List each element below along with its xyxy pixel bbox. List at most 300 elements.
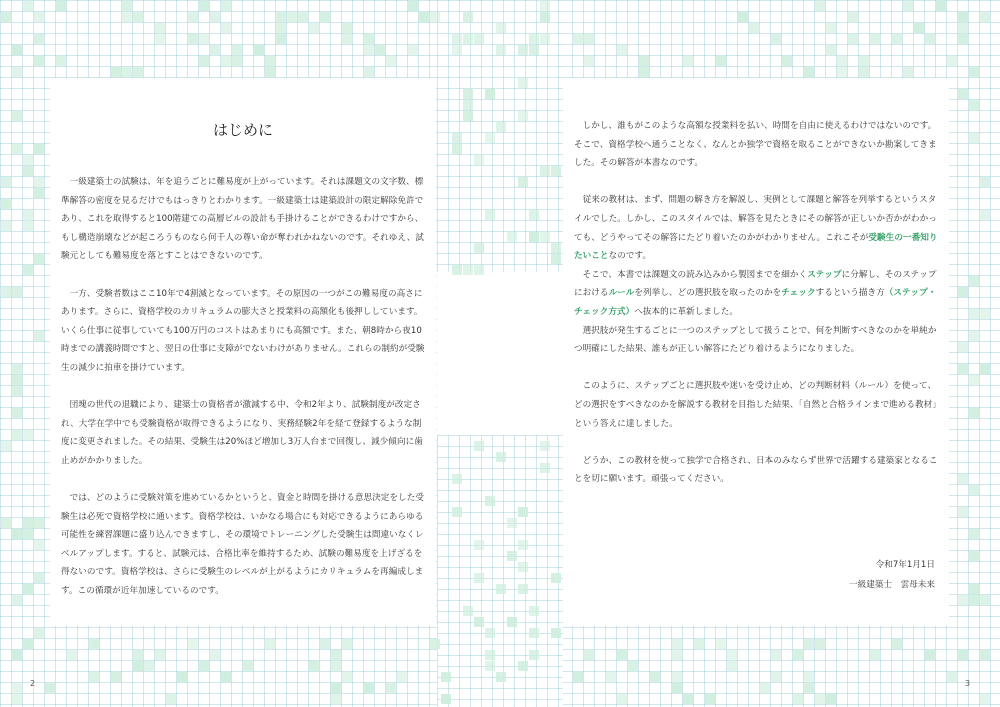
grid-block [628, 661, 638, 671]
grid-block [12, 287, 22, 297]
grid-block [199, 56, 209, 66]
grid-block [386, 56, 396, 66]
grid-block [540, 1, 550, 11]
text-run: そこで、本書では課題文の読み込みから製図までを細かく [582, 269, 808, 280]
grid-block [507, 617, 517, 627]
grid-block [199, 34, 209, 44]
text-run: を列挙し、どの選択肢を取ったのかを [634, 288, 782, 299]
grid-block [133, 12, 143, 22]
grid-block [969, 529, 979, 539]
grid-block [980, 210, 990, 220]
grid-block [859, 67, 869, 77]
grid-block [529, 606, 539, 616]
grid-block [364, 67, 374, 77]
paragraph: 選択肢が発生するごとに一つのステップとして扱うことで、何を判断すべきなのかを単純かつ明確にした結果、誰もが正しい解答にたどり着けるようになりました。 [574, 325, 937, 355]
grid-block [947, 56, 957, 66]
grid-block [518, 507, 528, 517]
grid-block [232, 56, 242, 66]
grid-block [221, 23, 231, 33]
grid-block [34, 177, 44, 187]
grid-block [155, 23, 165, 33]
grid-block [342, 23, 352, 33]
grid-block [122, 67, 132, 77]
page-number-right: 3 [965, 679, 971, 688]
grid-block [507, 232, 517, 242]
grid-block [727, 661, 737, 671]
grid-block [815, 694, 825, 704]
paragraph [574, 266, 938, 322]
grid-block [969, 551, 979, 561]
grid-block [518, 661, 528, 671]
grid-block [958, 474, 968, 484]
grid-block [980, 12, 990, 22]
grid-block [672, 683, 682, 693]
grid-block [485, 650, 495, 660]
grid-block [958, 595, 968, 605]
grid-block [1, 441, 11, 451]
grid-block [958, 34, 968, 44]
paragraph: どうか、この教材を使って独学で合格され、日本のみならず世界で活躍する建築家となることを切に願います。頑張ってください。 [574, 455, 938, 485]
grid-block [584, 34, 594, 44]
grid-block [155, 650, 165, 660]
grid-block [276, 34, 286, 44]
grid-block [672, 650, 682, 660]
grid-block [848, 12, 858, 22]
grid-block [969, 584, 979, 594]
grid-block [474, 540, 484, 550]
grid-block [298, 12, 308, 22]
grid-block [529, 650, 539, 660]
grid-block [419, 12, 429, 22]
grid-block [188, 34, 198, 44]
grid-block [23, 518, 33, 528]
grid-block [12, 45, 22, 55]
highlight-text: チェック [781, 288, 816, 299]
grid-block [232, 45, 242, 55]
grid-block [210, 650, 220, 660]
grid-block [485, 89, 495, 99]
text-run: なのです。 [608, 251, 652, 262]
paragraph: では、どのように受験対策を進めているかというと、資金と時間を掛ける意思決定をした受験生は必死で資格学校に通います。資格学校は、いかなる場合にも対応できるようにあらゆる可能性を練習課題に盛り込んできますし、その環境でトレーニングした受験生は間違いなくレベルアップします。すると、試験元は、合格比率を維持するため、試験の難易度を上げざるを得ないのです。資格学校は、さらに受験生のレベルが上がるようにカリキュラムを再編成します。この循環が近年加速しているのです。 [61, 493, 424, 597]
grid-block [34, 628, 44, 638]
grid-block [980, 309, 990, 319]
grid-block [903, 67, 913, 77]
grid-block [496, 45, 506, 55]
grid-block [540, 12, 550, 22]
grid-block [452, 133, 462, 143]
grid-block [760, 683, 770, 693]
grid-block [364, 683, 374, 693]
grid-block [111, 672, 121, 682]
text-run: 従来の教材は、まず、問題の解き方を解説し、実例として課題と解答を列挙するというスタイルでした。しかし、このスタイルでは、解答を見たときにその解答が正しいか否かがわかっても、どうやってその解答にたどり着いたのかがわかりません。これこそが [574, 195, 937, 243]
grid-block [265, 639, 275, 649]
grid-block [1, 177, 11, 187]
grid-block [705, 694, 715, 704]
grid-block [859, 56, 869, 66]
grid-block [463, 34, 473, 44]
grid-block [551, 254, 561, 264]
grid-block [452, 507, 462, 517]
highlight-text: ステップ [807, 269, 842, 280]
grid-block [441, 694, 451, 704]
grid-block [980, 694, 990, 704]
grid-block [463, 265, 473, 275]
grid-block [980, 595, 990, 605]
grid-block [221, 672, 231, 682]
grid-block [639, 67, 649, 77]
grid-block [34, 12, 44, 22]
grid-block [529, 628, 539, 638]
grid-block [265, 67, 275, 77]
grid-block [771, 650, 781, 660]
grid-block [23, 166, 33, 176]
grid-block [650, 672, 660, 682]
grid-block [34, 331, 44, 341]
grid-block [815, 1, 825, 11]
grid-block [397, 672, 407, 682]
grid-block [331, 694, 341, 704]
grid-block [573, 672, 583, 682]
grid-block [320, 12, 330, 22]
grid-block [485, 496, 495, 506]
grid-block [804, 67, 814, 77]
grid-block [12, 364, 22, 374]
grid-block [12, 386, 22, 396]
grid-block [265, 56, 275, 66]
grid-block [980, 364, 990, 374]
grid-block [958, 507, 968, 517]
highlight-text: 受験生の一番知りたいこと [574, 232, 938, 262]
grid-block [617, 45, 627, 55]
grid-block [925, 650, 935, 660]
grid-block [1, 199, 11, 209]
paragraph: このように、ステップごとに選択肢や迷いを受け止め、どの判断材料（ルール）を使って、どの選択をすべきなのかを解説する教材を目指した結果、「自然と合格ラインまで進める教材」という答えに達しました。 [574, 381, 937, 429]
paragraph: 団塊の世代の退職により、建築士の資格者が激減する中、令和2年より、試験制度が改定され、大学在学中でも受験資格が取得できるようになり、実務経験2年を経て登録するような制度に変更されました。その結果、受験生は20%ほど増加し3万人台まで回復し、減少傾向に歯止めがかかりました。 [61, 400, 423, 466]
grid-block [12, 430, 22, 440]
grid-block [540, 232, 550, 242]
grid-block [12, 111, 22, 121]
grid-block [683, 56, 693, 66]
grid-block [34, 518, 44, 528]
grid-block [716, 639, 726, 649]
grid-block [1, 518, 11, 528]
grid-block [276, 23, 286, 33]
grid-block [782, 56, 792, 66]
grid-block [749, 23, 759, 33]
grid-block [672, 672, 682, 682]
grid-block [496, 452, 506, 462]
grid-block [496, 672, 506, 682]
grid-block [529, 210, 539, 220]
left-page-panel [50, 78, 436, 626]
grid-block [606, 672, 616, 682]
grid-block [23, 584, 33, 594]
grid-block [551, 573, 561, 583]
grid-block [133, 661, 143, 671]
grid-block [12, 694, 22, 704]
grid-block [485, 628, 495, 638]
grid-block [452, 34, 462, 44]
grid-block [969, 485, 979, 495]
grid-block [133, 650, 143, 660]
grid-block [804, 683, 814, 693]
grid-block [122, 1, 132, 11]
grid-block [683, 694, 693, 704]
grid-block [1, 12, 11, 22]
grid-block [56, 56, 66, 66]
grid-block [474, 441, 484, 451]
grid-block [793, 694, 803, 704]
grid-block [892, 639, 902, 649]
grid-block [716, 56, 726, 66]
grid-block [958, 287, 968, 297]
grid-block [12, 683, 22, 693]
grid-block [958, 23, 968, 33]
grid-block [89, 639, 99, 649]
grid-block [474, 573, 484, 583]
grid-block [540, 34, 550, 44]
grid-block [837, 56, 847, 66]
grid-block [188, 639, 198, 649]
grid-block [804, 672, 814, 682]
grid-block [342, 672, 352, 682]
grid-block [551, 628, 561, 638]
grid-block [320, 639, 330, 649]
page-title: はじめに [212, 121, 273, 139]
grid-block [518, 177, 528, 187]
highlight-text: ルール [608, 288, 635, 299]
grid-block [826, 23, 836, 33]
grid-block [474, 243, 484, 253]
grid-block [144, 661, 154, 671]
grid-block [617, 650, 627, 660]
grid-block [903, 1, 913, 11]
grid-block [441, 672, 451, 682]
grid-block [958, 12, 968, 22]
grid-block [23, 155, 33, 165]
grid-block [925, 34, 935, 44]
grid-block [452, 474, 462, 484]
grid-block [980, 650, 990, 660]
grid-block [958, 650, 968, 660]
grid-block [870, 34, 880, 44]
grid-block [12, 595, 22, 605]
grid-block [199, 661, 209, 671]
grid-block [584, 56, 594, 66]
grid-block [177, 672, 187, 682]
grid-block [12, 375, 22, 385]
grid-block [584, 650, 594, 660]
grid-block [23, 1, 33, 11]
grid-block [331, 650, 341, 660]
grid-block [969, 331, 979, 341]
grid-block [364, 34, 374, 44]
grid-block [56, 1, 66, 11]
grid-block [771, 672, 781, 682]
page-number-left: 2 [30, 679, 36, 688]
grid-block [969, 375, 979, 385]
left-body-text [61, 173, 425, 619]
grid-block [463, 12, 473, 22]
grid-block [254, 45, 264, 55]
grid-block [188, 12, 198, 22]
grid-block [507, 551, 517, 561]
grid-block [474, 155, 484, 165]
grid-block [969, 100, 979, 110]
grid-block [23, 529, 33, 539]
grid-block [496, 23, 506, 33]
grid-block [540, 441, 550, 451]
grid-block [210, 12, 220, 22]
grid-block [210, 45, 220, 55]
grid-block [518, 584, 528, 594]
text-run: に分解し、そのステップにおける [574, 269, 937, 299]
grid-block [463, 111, 473, 121]
grid-block [518, 562, 528, 572]
grid-block [1, 287, 11, 297]
text-run: へ抜本的に革新しました。 [634, 306, 738, 317]
grid-block [12, 529, 22, 539]
grid-block [12, 650, 22, 660]
grid-block [23, 639, 33, 649]
grid-block [793, 650, 803, 660]
grid-block [474, 617, 484, 627]
grid-block [540, 166, 550, 176]
grid-block [34, 540, 44, 550]
grid-block [463, 100, 473, 110]
grid-block [892, 34, 902, 44]
grid-block [617, 694, 627, 704]
grid-block [474, 265, 484, 275]
grid-block [243, 661, 253, 671]
grid-block [639, 56, 649, 66]
grid-block [463, 606, 473, 616]
grid-block [23, 221, 33, 231]
grid-block [518, 45, 528, 55]
grid-block [408, 1, 418, 11]
grid-block [507, 518, 517, 528]
grid-block [540, 463, 550, 473]
grid-block [430, 639, 440, 649]
grid-block [89, 672, 99, 682]
grid-block [837, 67, 847, 77]
grid-block [672, 639, 682, 649]
grid-block [34, 188, 44, 198]
paragraph: 一級建築士の試験は、年を追うごとに難易度が上がっています。それは課題文の文字数、標準解答の密度を見るだけでもはっきりとわかります。一級建築士は建築設計の限定解除免許であり、これを取得すると100階建ての高層ビルの設計も手掛けることができるわけですから、もし構造崩壊などが起ころうものなら何千人の尊い命が奪われかねないのです。それゆえ、試験元としても難易度を落とすことはできないのです。 [61, 177, 424, 262]
grid-block [969, 408, 979, 418]
grid-block [452, 265, 462, 275]
grid-block [969, 276, 979, 286]
grid-block [221, 1, 231, 11]
grid-block [870, 650, 880, 660]
paragraph: しかし、誰もがこのような高額な授業料を払い、時間を自由に使えるわけではないのです。そこで、資格学校へ通うことなく、なんとか独学で資格を取ることができないか勘案してきました。その解答が本書なのです。 [574, 121, 937, 169]
grid-block [518, 111, 528, 121]
grid-block [45, 683, 55, 693]
grid-block [309, 23, 319, 33]
paragraph: 一方、受験者数はここ10年で4割減となっています。その原因の一つがこの難易度の高さにあります。さらに、資格学校のカリキュラムの膨大さと授業料の高額化も後押ししています。いくら仕事に従事していても100万円のコストはあまりにも高額です。また、朝8時から夜10時までの講義時間ですと、翌日の仕事に支障がでないわけがありません。これらの制約が受験生の減少に拍車を掛けています。 [61, 288, 425, 373]
grid-block [496, 584, 506, 594]
grid-block [738, 12, 748, 22]
grid-block [111, 67, 121, 77]
grid-block [551, 243, 561, 253]
grid-block [969, 309, 979, 319]
grid-block [23, 430, 33, 440]
grid-block [529, 45, 539, 55]
grid-block [23, 265, 33, 275]
grid-block [34, 56, 44, 66]
grid-block [364, 45, 374, 55]
grid-block [485, 210, 495, 220]
grid-block [914, 23, 924, 33]
grid-block [727, 650, 737, 660]
grid-block [969, 133, 979, 143]
grid-block [133, 67, 143, 77]
grid-block [408, 45, 418, 55]
grid-block [221, 56, 231, 66]
grid-block [936, 1, 946, 11]
grid-block [518, 78, 528, 88]
grid-block [969, 595, 979, 605]
grid-block [309, 661, 319, 671]
grid-block [815, 639, 825, 649]
grid-block [342, 639, 352, 649]
signature-date: 令和7年1月1日 [875, 560, 935, 570]
grid-block [485, 661, 495, 671]
grid-block [496, 122, 506, 132]
grid-block [12, 144, 22, 154]
grid-block [958, 89, 968, 99]
text-run: するという描き方 [815, 288, 885, 299]
grid-block [331, 683, 341, 693]
grid-block [694, 639, 704, 649]
grid-block [474, 34, 484, 44]
grid-block [34, 254, 44, 264]
grid-block [199, 1, 209, 11]
grid-block [452, 144, 462, 154]
grid-block [34, 34, 44, 44]
grid-block [826, 45, 836, 55]
grid-block [342, 34, 352, 44]
grid-block [1, 221, 11, 231]
grid-block [529, 232, 539, 242]
grid-block [958, 364, 968, 374]
grid-block [12, 408, 22, 418]
grid-block [485, 133, 495, 143]
grid-block [23, 210, 33, 220]
grid-block [969, 67, 979, 77]
highlight-text: （ステップ・チェック方式） [574, 288, 937, 317]
grid-block [155, 34, 165, 44]
grid-block [771, 34, 781, 44]
grid-block [551, 166, 561, 176]
grid-block [463, 89, 473, 99]
grid-block [958, 342, 968, 352]
grid-block [386, 683, 396, 693]
signature-author: 一級建築士 雲母未来 [849, 580, 935, 590]
grid-block [375, 45, 385, 55]
grid-block [529, 34, 539, 44]
grid-block [67, 650, 77, 660]
grid-block [166, 694, 176, 704]
grid-block [331, 661, 341, 671]
grid-block [980, 177, 990, 187]
right-page-panel [563, 78, 949, 626]
grid-block [826, 694, 836, 704]
grid-block [518, 540, 528, 550]
grid-block [12, 67, 22, 77]
paragraph [574, 191, 938, 265]
grid-block [573, 34, 583, 44]
